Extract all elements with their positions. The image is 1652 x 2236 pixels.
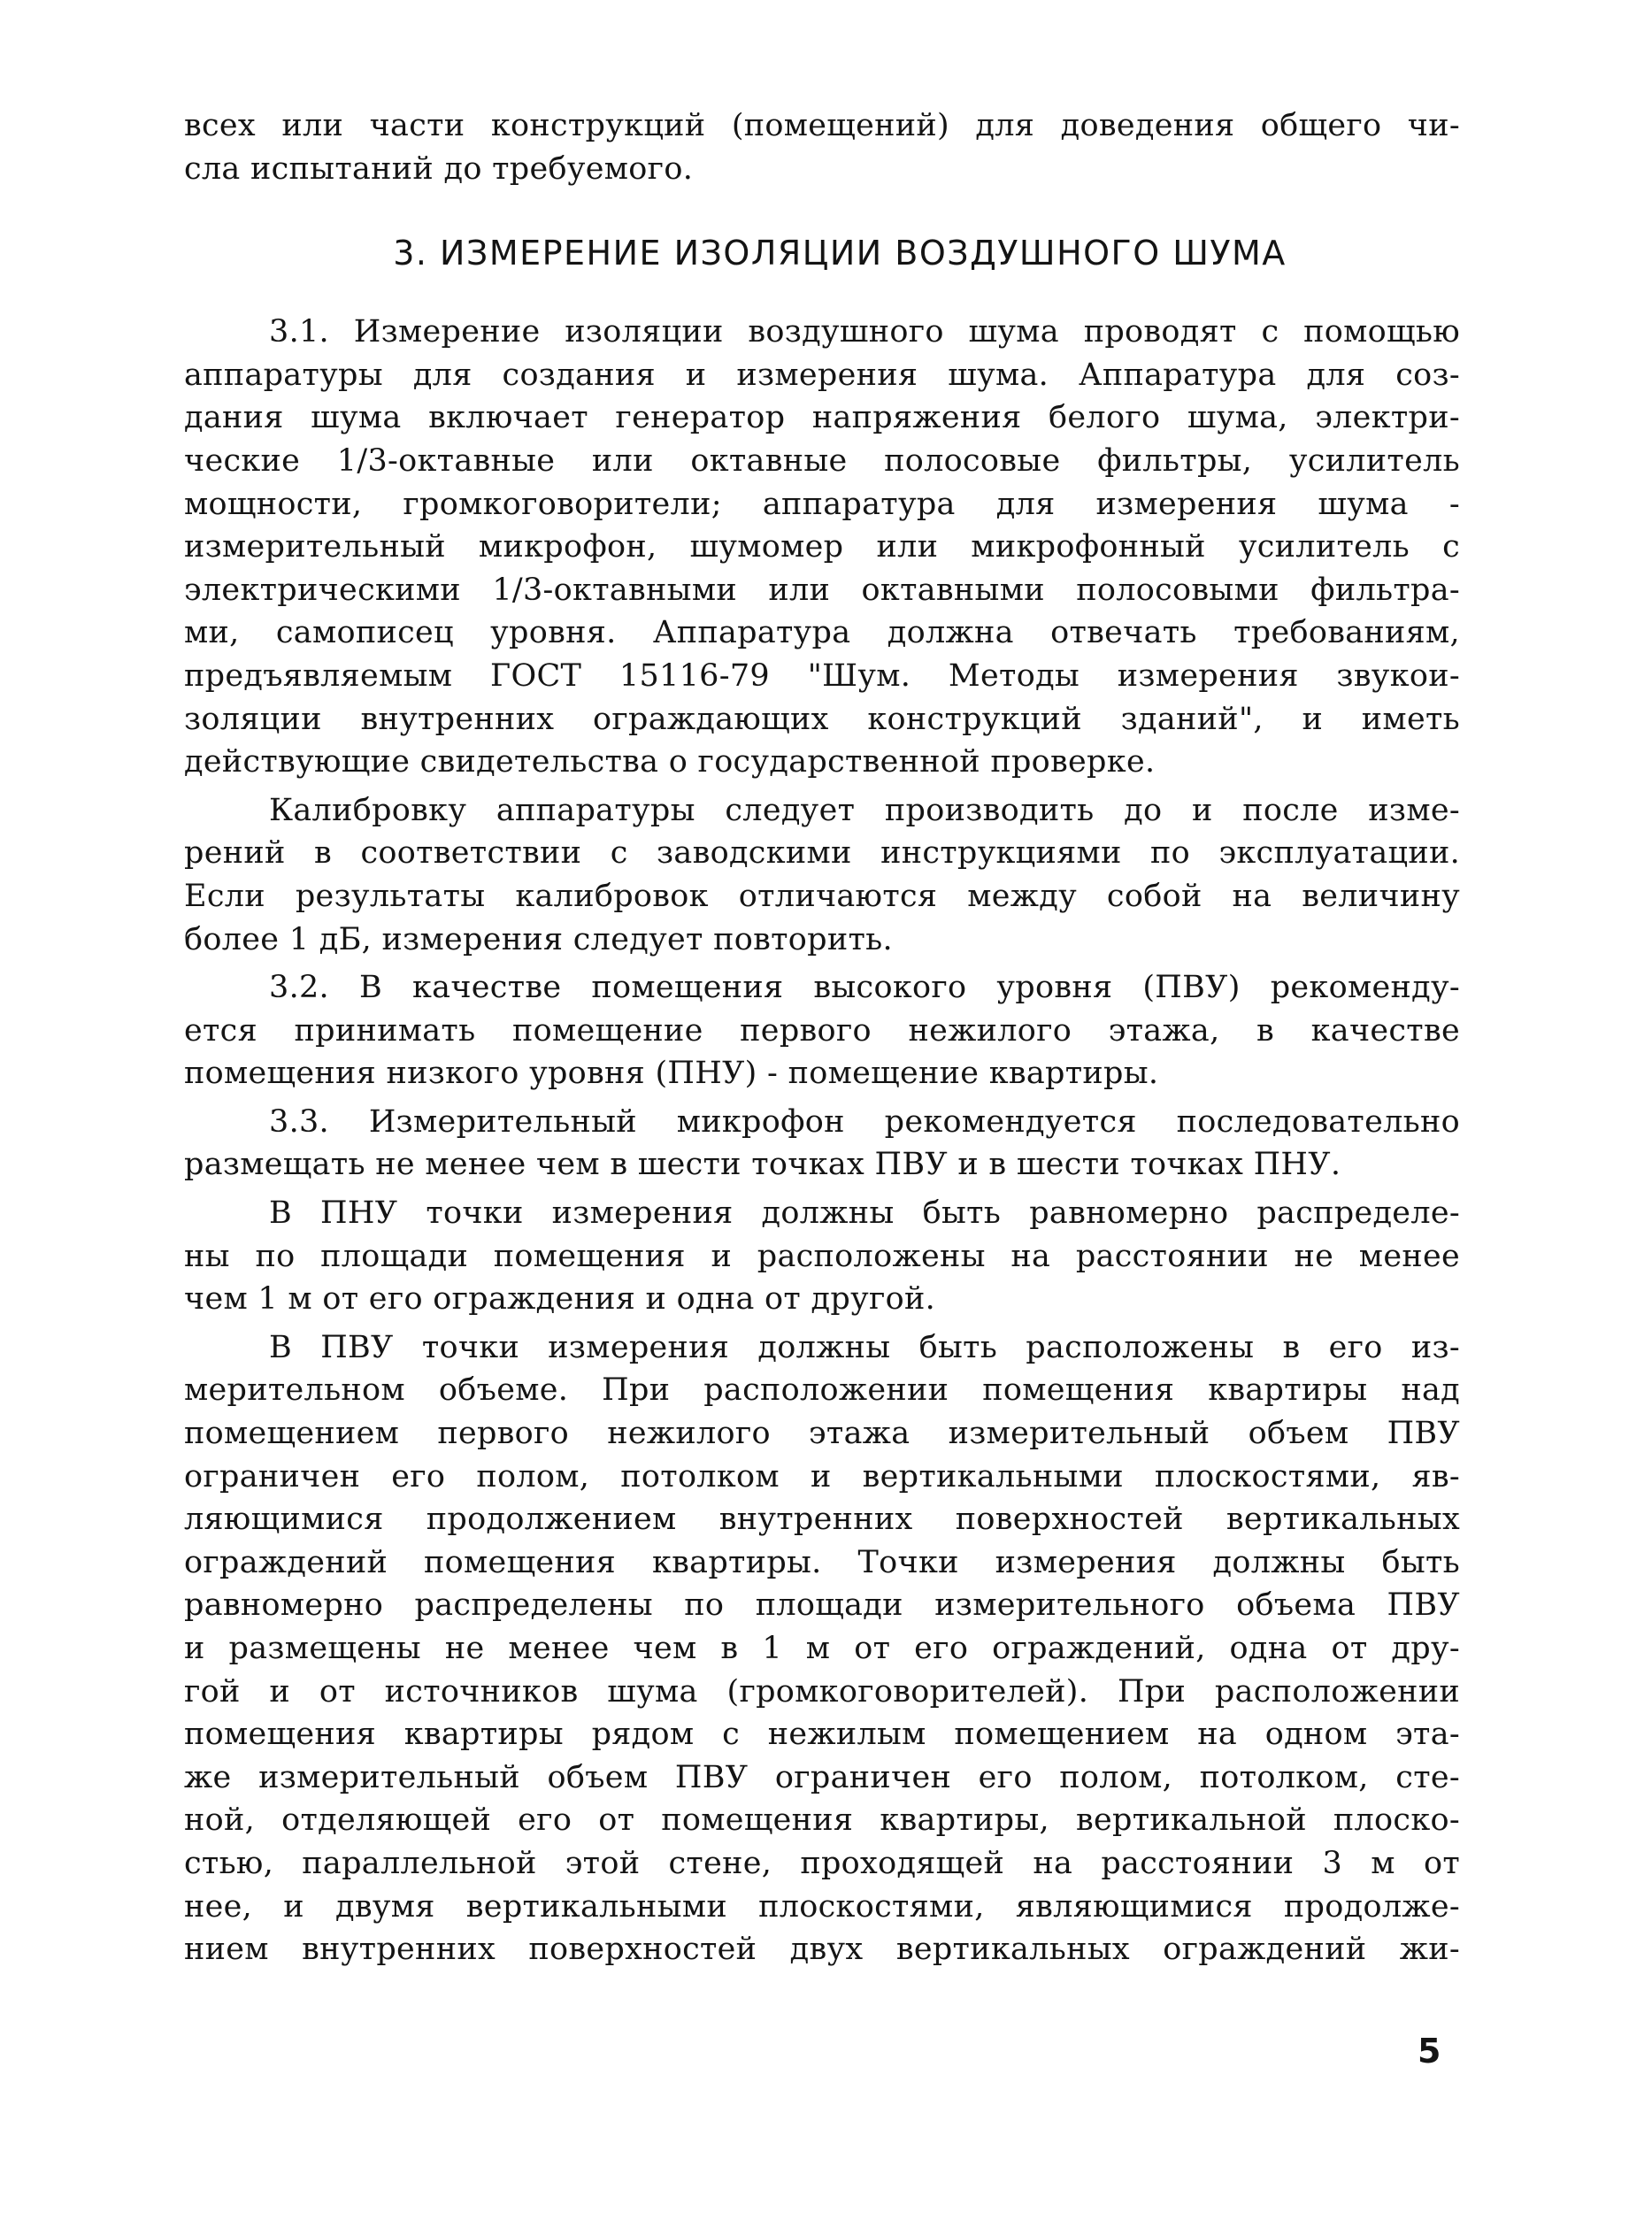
paragraph-line: более 1 дБ, измерения следует повторить. bbox=[184, 921, 893, 957]
intro-paragraph bbox=[184, 104, 1460, 190]
section-heading: 3. ИЗМЕРЕНИЕ ИЗОЛЯЦИИ ВОЗДУШНОГО ШУМА bbox=[393, 234, 1287, 273]
paragraph-line: В ПНУ точки измерения должны быть равномерно распределе- bbox=[269, 1195, 1460, 1232]
paragraph-line: ограничен его полом, потолком и вертикальными плоскостями, яв- bbox=[184, 1458, 1460, 1495]
document-page bbox=[184, 104, 1460, 1971]
intro-line: сла испытаний до требуемого. bbox=[184, 150, 694, 187]
page-number: 5 bbox=[1418, 2032, 1441, 2071]
paragraph-line: мерительном объеме. При расположении помещения квартиры над bbox=[184, 1372, 1460, 1409]
paragraph-line: помещением первого нежилого этажа измерительный объем ПВУ bbox=[184, 1416, 1460, 1452]
paragraph-line: 3.2. В качестве помещения высокого уровня (ПВУ) рекоменду- bbox=[269, 970, 1460, 1006]
section-body bbox=[184, 311, 1460, 1971]
paragraph bbox=[184, 311, 1460, 784]
paragraph-line: ческие 1/3-октавные или октавные полосовые фильтры, усилитель bbox=[184, 442, 1460, 479]
intro-line: всех или части конструкций (помещений) для доведения общего чи- bbox=[184, 108, 1460, 143]
paragraph-line: мощности, громкоговорители; аппаратура для измерения шума - bbox=[184, 486, 1460, 522]
paragraph-line: рений в соответствии с заводскими инструкциями по эксплуатации. bbox=[184, 835, 1460, 872]
paragraph-line: нием внутренних поверхностей двух вертикальных ограждений жи- bbox=[184, 1932, 1460, 1968]
paragraph-line: ны по площади помещения и расположены на расстоянии не менее bbox=[184, 1238, 1460, 1274]
paragraph-line: предъявляемым ГОСТ 15116-79 "Шум. Методы измерения звукои- bbox=[184, 657, 1460, 694]
paragraph-line: нее, и двумя вертикальными плоскостями, являющимися продолже- bbox=[184, 1888, 1460, 1925]
paragraph bbox=[184, 966, 1460, 1095]
paragraph-line: Если результаты калибровок отличаются между собой на величину bbox=[184, 878, 1460, 914]
paragraph-line: же измерительный объем ПВУ ограничен его полом, потолком, сте- bbox=[184, 1759, 1460, 1795]
paragraph-line: ограждений помещения квартиры. Точки измерения должны быть bbox=[184, 1544, 1460, 1580]
paragraph-line: равномерно распределены по площади измерительного объема ПВУ bbox=[184, 1587, 1460, 1624]
paragraph-line: В ПВУ точки измерения должны быть расположены в его из- bbox=[269, 1329, 1460, 1365]
paragraph-line: золяции внутренних ограждающих конструкций зданий", и иметь bbox=[184, 701, 1460, 737]
paragraph-line: Калибровку аппаратуры следует производить до и после изме- bbox=[269, 792, 1460, 828]
paragraph-line: электрическими 1/3-октавными или октавными полосовыми фильтра- bbox=[184, 572, 1460, 608]
paragraph-line: размещать не менее чем в шести точках ПВУ и в шести точках ПНУ. bbox=[184, 1147, 1341, 1183]
paragraph bbox=[184, 1101, 1460, 1187]
paragraph-line: помещения низкого уровня (ПНУ) - помещение квартиры. bbox=[184, 1056, 1159, 1092]
paragraph-line: гой и от источников шума (громкоговорителей). При расположении bbox=[184, 1673, 1460, 1710]
paragraph-line: помещения квартиры рядом с нежилым помещением на одном эта- bbox=[184, 1717, 1460, 1753]
paragraph bbox=[184, 789, 1460, 961]
paragraph-line: ется принимать помещение первого нежилого этажа, в качестве bbox=[184, 1012, 1460, 1049]
paragraph-line: ми, самописец уровня. Аппаратура должна отвечать требованиям, bbox=[184, 615, 1460, 651]
paragraph-line: стью, параллельной этой стене, проходящей на расстоянии 3 м от bbox=[184, 1845, 1460, 1881]
paragraph-line: дания шума включает генератор напряжения белого шума, электри- bbox=[184, 400, 1460, 436]
paragraph-line: ной, отделяющей его от помещения квартиры, вертикальной плоско- bbox=[184, 1802, 1460, 1839]
paragraph-line: ляющимися продолжением внутренних поверхностей вертикальных bbox=[184, 1502, 1460, 1538]
paragraph-line: 3.1. Измерение изоляции воздушного шума проводят с помощью bbox=[269, 314, 1460, 350]
paragraph-line: 3.3. Измерительный микрофон рекомендуется последовательно bbox=[269, 1103, 1460, 1140]
paragraph bbox=[184, 1192, 1460, 1321]
paragraph-line: измерительный микрофон, шумомер или микрофонный усилитель с bbox=[184, 529, 1460, 565]
paragraph-line: чем 1 м от его ограждения и одна от другой. bbox=[184, 1281, 936, 1318]
paragraph-line: действующие свидетельства о государственной проверке. bbox=[184, 744, 1156, 780]
paragraph-line: аппаратуры для создания и измерения шума. Аппаратура для соз- bbox=[184, 357, 1460, 393]
paragraph-line: и размещены не менее чем в 1 м от его ограждений, одна от дру- bbox=[184, 1631, 1460, 1666]
paragraph bbox=[184, 1326, 1460, 1971]
